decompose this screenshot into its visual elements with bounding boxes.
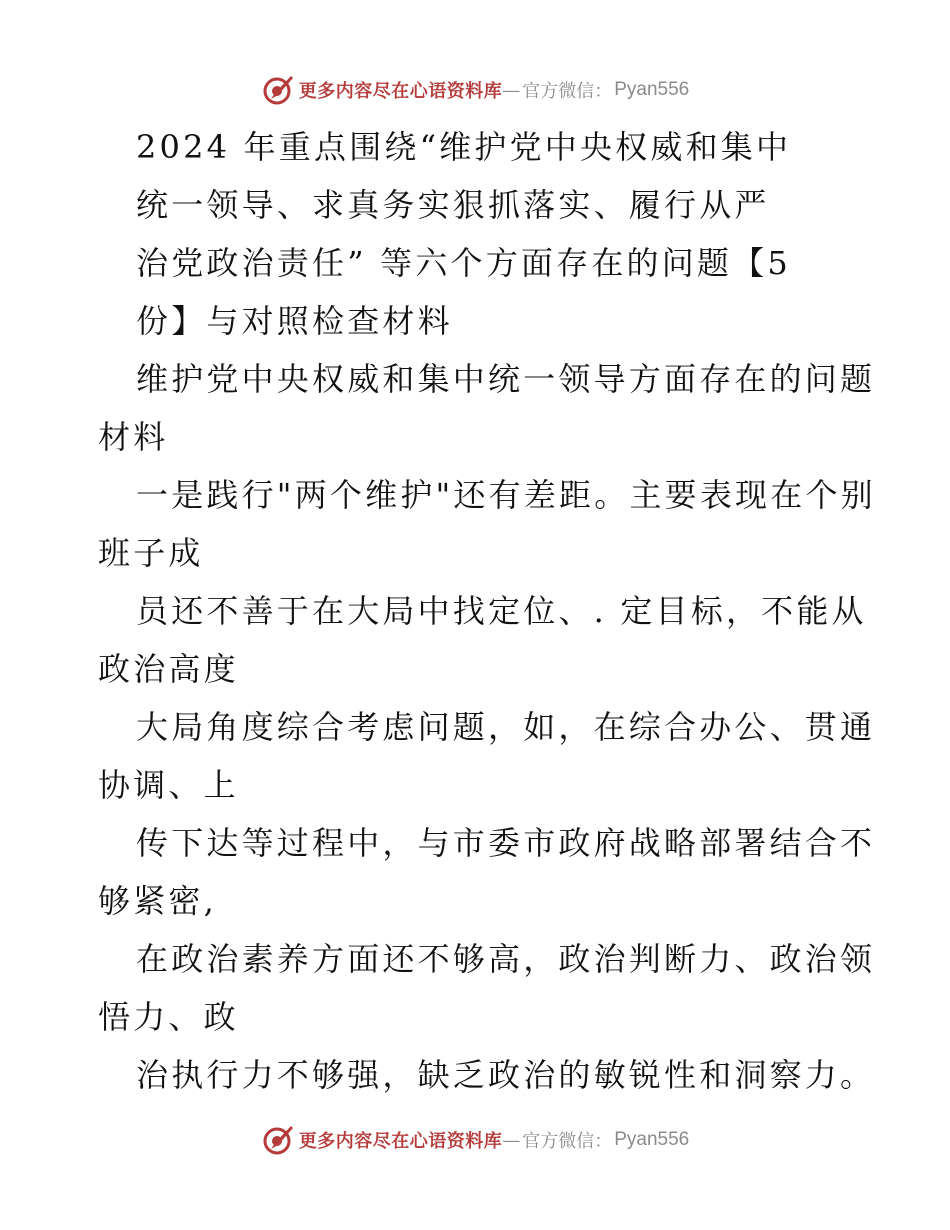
body-line: 员还不善于在大局中找定位、. 定目标，不能从 [136,592,867,630]
title-line: 份】与对照检查材料 [136,302,453,340]
title-line: 统一领导、求真务实狠抓落实、履行从严 [136,186,770,224]
body-line: 材料 [98,418,169,456]
quill-logo-icon [261,1123,295,1157]
banner-dash: — [502,1129,521,1151]
footer-banner [0,1120,950,1160]
body-line: 班子成 [98,534,204,572]
banner-promo-text: 更多内容尽在心语资料库 [298,81,503,102]
title-line: 治党政治责任” 等六个方面存在的问题【5 [136,244,791,282]
banner-wechat-id: Pyan556 [614,79,690,100]
header-banner [0,70,950,110]
body-line: 政治高度 [98,650,239,688]
body-line: 够紧密, [98,882,217,920]
quill-logo-icon [261,73,295,107]
body-line: 一是践行"两个维护"还有差距。主要表现在个别 [136,476,876,514]
body-line: 协调、上 [98,766,239,804]
body-line: 维护党中央权威和集中统一领导方面存在的问题 [136,360,876,398]
document-body [98,118,876,1104]
banner-wechat-label: 官方微信： [522,81,613,102]
body-line: 传下达等过程中，与市委市政府战略部署结合不 [136,824,876,862]
body-line: 大局角度综合考虑问题，如，在综合办公、贯通 [136,708,876,746]
banner-wechat-id: Pyan556 [614,1129,690,1150]
banner-promo-text: 更多内容尽在心语资料库 [298,1131,503,1152]
banner-wechat-label: 官方微信： [522,1131,613,1152]
body-line: 治执行力不够强，缺乏政治的敏锐性和洞察力。 [136,1056,876,1094]
body-line: 在政治素养方面还不够高，政治判断力、政治领 [136,940,876,978]
title-line: 2024 年重点围绕“维护党中央权威和集中 [136,128,792,166]
banner-dash: — [502,79,521,101]
body-line: 悟力、政 [98,998,239,1036]
